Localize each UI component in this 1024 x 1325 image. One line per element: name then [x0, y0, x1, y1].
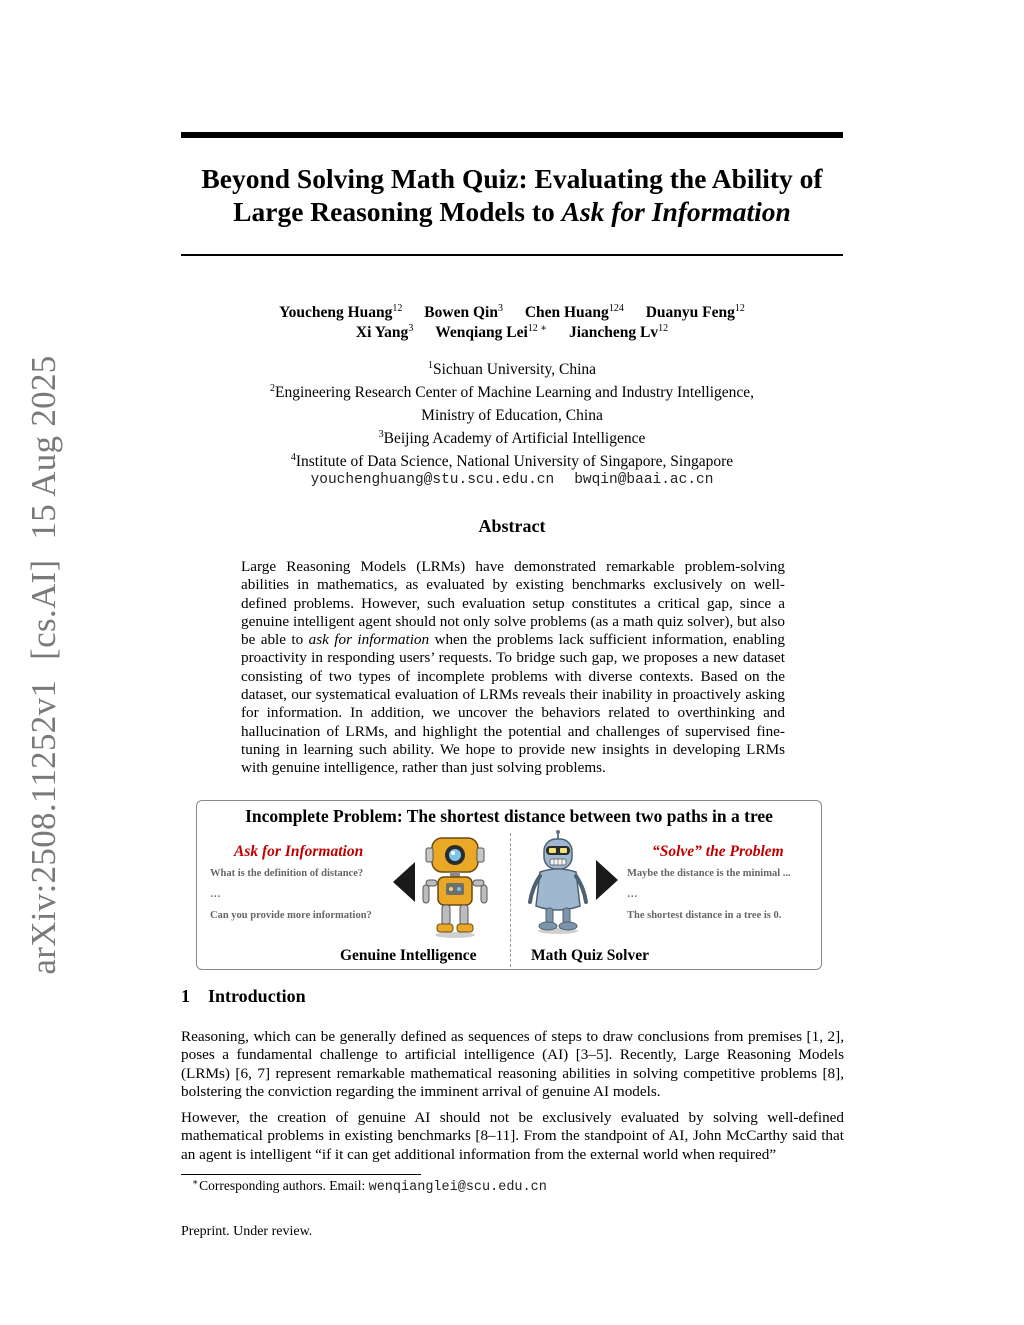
title-bottom-rule — [181, 254, 843, 256]
title-line-2-italic: Ask for Information — [561, 196, 791, 227]
affiliations — [181, 356, 843, 490]
affiliation: $^3$Beijing Academy of Artificial Intelligence — [378, 429, 646, 447]
author: Jiancheng Lv$^{12}$ — [568, 323, 669, 341]
footnote-email[interactable]: wenqianglei@scu.edu.cn — [368, 1180, 547, 1195]
solve-line-1: Maybe the distance is the minimal ... — [627, 868, 791, 879]
affiliation: Ministry of Education, China — [421, 407, 603, 424]
author: Xi Yang$^3$ — [355, 323, 414, 341]
affiliation: $^2$Engineering Research Center of Machine Learning and Industry Intelligence, — [269, 383, 755, 401]
right-arrow-icon — [596, 860, 618, 900]
title-line-2 — [181, 195, 843, 228]
email-link[interactable]: youchenghuang@stu.scu.edu.cn — [310, 472, 555, 488]
email-link[interactable]: bwqin@baai.ac.cn — [574, 472, 714, 488]
solve-line-2: … — [627, 889, 638, 900]
arxiv-id: arXiv:2508.11252v1 — [24, 679, 63, 975]
math-quiz-solver-caption: Math Quiz Solver — [531, 947, 649, 964]
paper-title — [181, 162, 843, 228]
ask-info-heading: Ask for Information — [234, 843, 364, 860]
footnote: ∗Corresponding authors. Email: wenqianglei@scu.edu.cn — [192, 1177, 547, 1195]
section-heading: 1 Introduction — [181, 986, 306, 1006]
title-line-1: Beyond Solving Math Quiz: Evaluating the Ability of — [201, 163, 823, 194]
ask-info-line-1: What is the definition of distance? — [210, 868, 364, 879]
figure-divider — [510, 833, 511, 967]
solve-heading: “Solve” the Problem — [652, 843, 784, 860]
emails — [181, 471, 843, 490]
author: Duanyu Feng$^{12}$ — [645, 303, 745, 321]
abstract-body: Large Reasoning Models (LRMs) have demonstrated remarkable problem-solving abilities in mathematics, as evaluated by existing benchmarks exclusively on well-defined problems. However, such evaluation setup constitutes a critical gap, since a genuine intelligent agent should not only solve problems (as a math quiz solver), but also be able to ask for information when the problems lack sufficient information, enabling proactivity in responding users’ requests. To bridge such gap, we proposes a new dataset consisting of two types of incomplete problems with diverse contexts. Based on the dataset, our systematical evaluation of LRMs reveals their inability in proactively asking for information. In addition, we uncover the behaviors related to overthinking and hallucination of LRMs, and highlight the potential and challenges of supervised fine-tuning in learning such ability. We hope to provide new insights in developing LRMs with genuine intelligence, rather than just solving problems. — [241, 558, 785, 777]
genuine-intelligence-caption: Genuine Intelligence — [340, 947, 477, 964]
preprint-notice: Preprint. Under review. — [181, 1224, 313, 1239]
solve-line-3: The shortest distance in a tree is 0. — [627, 910, 782, 921]
intro-paragraph-1: Reasoning, which can be generally defined as sequences of steps to draw conclusions from premises [1, 2], poses a fundamental challenge to artificial intelligence (AI) [3–5]. Recently, Large Reasoning Models (LRMs) [6, 7] represent remarkable mathematical reasoning abilities in solving competitive problems [8], bolstering the conviction regarding the imminent arrival of genuine AI models. — [181, 1028, 844, 1100]
gold-robot-icon — [420, 836, 490, 938]
author: Youcheng Huang$^{12}$ — [279, 303, 403, 321]
affiliation: $^1$Sichuan University, China — [427, 360, 596, 378]
author: Chen Huang$^{124}$ — [524, 303, 624, 321]
author: Bowen Qin$^3$ — [424, 303, 503, 321]
footnote-rule — [181, 1174, 421, 1175]
left-arrow-icon — [393, 862, 415, 902]
intro-paragraph-2: However, the creation of genuine AI should not be exclusively evaluated by solving well-defined mathematical problems in existing benchmarks [8–11]. From the standpoint of AI, John McCarthy said that an agent is intelligent “if it can get additional information from the external world when required” — [181, 1109, 844, 1163]
author: Wenqiang Lei$^{12 ∗}$ — [435, 323, 548, 341]
arxiv-category: [cs.AI] — [24, 559, 63, 660]
affiliation: $^4$Institute of Data Science, National University of Singapore, Singapore — [290, 452, 734, 470]
ask-info-line-3: Can you provide more information? — [210, 910, 372, 921]
arxiv-stamp — [24, 345, 64, 984]
title-line-2-plain: Large Reasoning Models to — [233, 196, 562, 227]
authors-row-2 — [181, 319, 843, 343]
arxiv-date: 15 Aug 2025 — [24, 355, 63, 540]
figure-title: Incomplete Problem: The shortest distance between two paths in a tree — [245, 806, 773, 826]
title-top-rule — [181, 132, 843, 138]
abstract-heading: Abstract — [478, 516, 546, 536]
blue-robot-icon — [526, 830, 590, 934]
ask-info-line-2: … — [210, 889, 221, 900]
